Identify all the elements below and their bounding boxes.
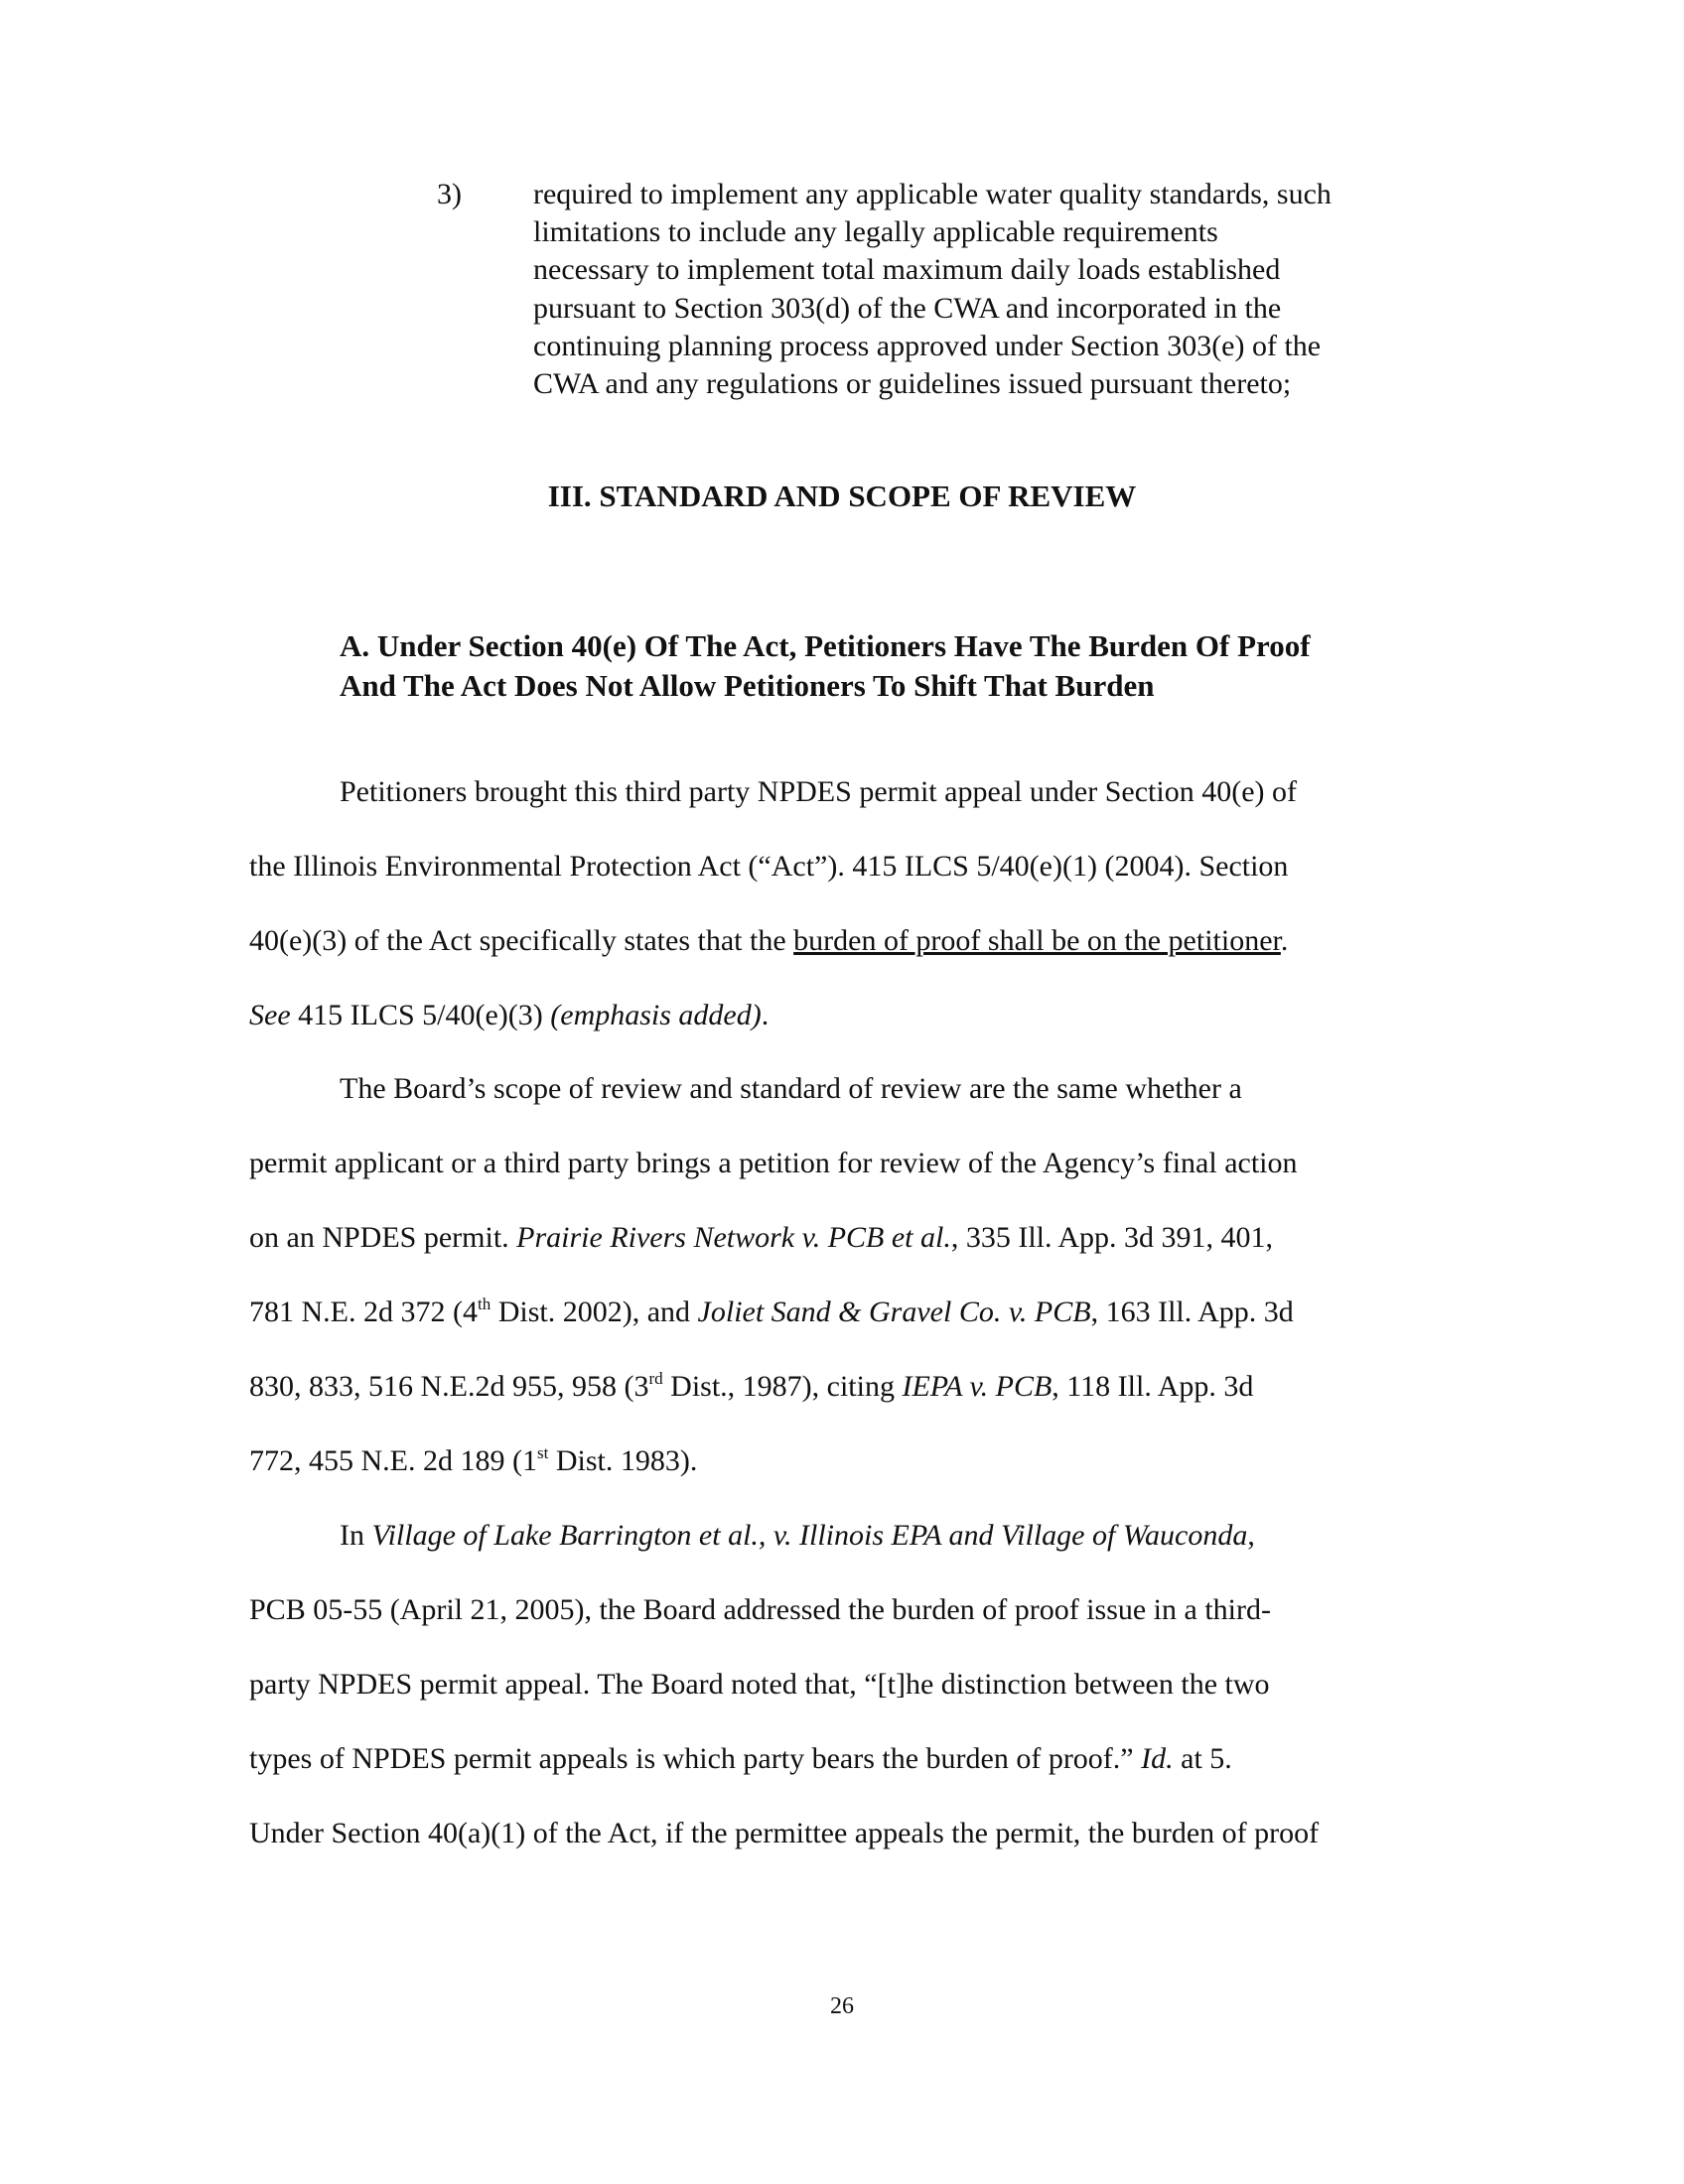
paragraph-line: permit applicant or a third party brings a petition for review of the Agency’s final action [249,1147,1298,1179]
list-item-line: continuing planning process approved under Section 303(e) of the [533,329,1322,362]
paragraph-line: In Village of Lake Barrington et al., v. Illinois EPA and Village of Wauconda, [340,1519,1255,1552]
paragraph-line: Petitioners brought this third party NPDES permit appeal under Section 40(e) of [340,775,1297,808]
paragraph-line: 830, 833, 516 N.E.2d 955, 958 (3rd Dist., 1987), citing IEPA v. PCB, 118 Ill. App. 3d [249,1369,1254,1403]
case-citation: IEPA v. PCB [902,1370,1052,1403]
list-item-line: limitations to include any legally applicable requirements [533,215,1218,249]
paragraph-line: See 415 ILCS 5/40(e)(3) (emphasis added). [249,999,770,1031]
signal-see: See [249,999,291,1031]
list-item-line: pursuant to Section 303(d) of the CWA and incorporated in the [533,291,1282,325]
sub-heading-line-2: And The Act Does Not Allow Petitioners To Shift That Burden [340,668,1155,703]
paragraph-line: The Board’s scope of review and standard of review are the same whether a [340,1072,1242,1105]
underlined-text: burden of proof shall be on the petitioner [793,924,1281,957]
list-item-text [533,176,1427,403]
list-item-line: required to implement any applicable water quality standards, such [533,178,1332,210]
paragraph-line: party NPDES permit appeal. The Board noted that, “[t]he distinction between the two [249,1668,1270,1701]
list-item-line: CWA and any regulations or guidelines issued pursuant thereto; [533,367,1292,401]
sub-heading-line-1: A. Under Section 40(e) Of The Act, Petitioners Have The Burden Of Proof [340,628,1311,663]
paragraph-line: on an NPDES permit. Prairie Rivers Network v. PCB et al., 335 Ill. App. 3d 391, 401, [249,1221,1274,1254]
section-heading: III. STANDARD AND SCOPE OF REVIEW [547,478,1137,513]
page-number: 26 [830,1993,854,2019]
list-item-line: necessary to implement total maximum daily loads established [533,253,1281,287]
case-citation: Village of Lake Barrington et al., v. Illinois EPA and Village of Wauconda [371,1519,1248,1552]
paragraph-line: 40(e)(3) of the Act specifically states that the burden of proof shall be on the petitioner. [249,924,1289,957]
emphasis-note: (emphasis added) [550,999,762,1031]
case-citation: Prairie Rivers Network v. PCB et al. [516,1221,951,1254]
paragraph-line: 772, 455 N.E. 2d 189 (1st Dist. 1983). [249,1443,698,1477]
paragraph-line: PCB 05-55 (April 21, 2005), the Board addressed the burden of proof issue in a third- [249,1593,1271,1626]
paragraph-line: 781 N.E. 2d 372 (4th Dist. 2002), and Joliet Sand & Gravel Co. v. PCB, 163 Ill. App. 3d [249,1295,1294,1328]
list-item-number: 3) [437,178,462,210]
case-citation: Joliet Sand & Gravel Co. v. PCB [697,1296,1091,1328]
id-citation: Id. [1141,1742,1174,1775]
paragraph-line: Under Section 40(a)(1) of the Act, if the permittee appeals the permit, the burden of proof [249,1817,1320,1849]
sub-heading [340,626,1432,706]
paragraph-line: the Illinois Environmental Protection Act (“Act”). 415 ILCS 5/40(e)(1) (2004). Section [249,850,1289,883]
paragraph-line: types of NPDES permit appeals is which party bears the burden of proof.” Id. at 5. [249,1742,1232,1775]
